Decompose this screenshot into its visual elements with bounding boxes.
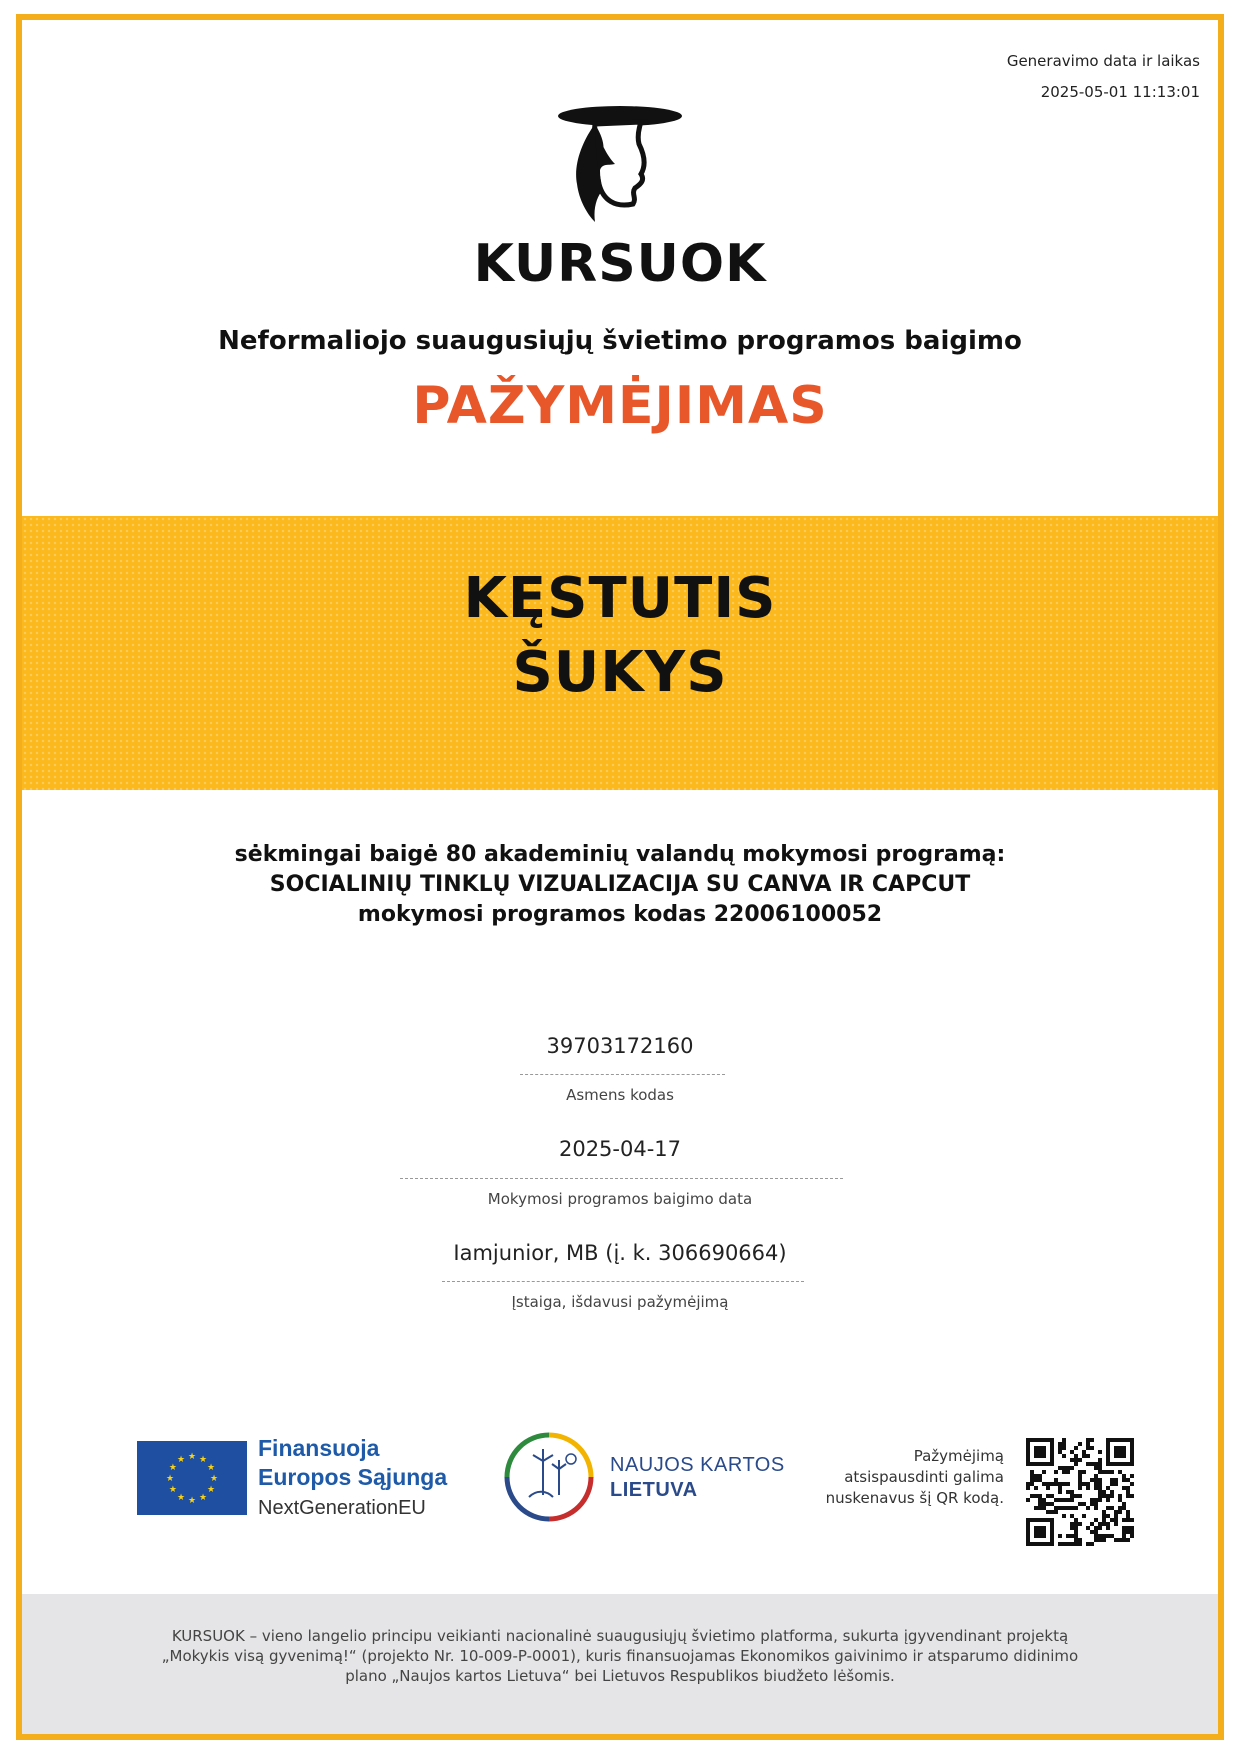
naujos-kartos-lietuva-icon [503, 1431, 595, 1523]
footer-line-2: „Mokykis visą gyvenimą!“ (projekto Nr. 10-009-P-0001), kuris finansuojamas Ekonomikos gaivinimo ir atsparumo didinimo [161, 1647, 1079, 1665]
eu-funding-label [258, 1434, 447, 1524]
eu-star-icon: ★ [187, 1452, 197, 1462]
recipient-first-name: KĘSTUTIS [463, 566, 777, 631]
institution-value: Iamjunior, MB (į. k. 306690664) [453, 1241, 787, 1265]
personal-code-divider [520, 1074, 725, 1075]
eu-line-1: Finansuoja [258, 1435, 380, 1461]
completion-date-caption: Mokymosi programos baigimo data [487, 1190, 753, 1208]
certificate-subtitle: Neformaliojo suaugusiųjų švietimo programos baigimo [218, 326, 1022, 356]
eu-star-icon: ★ [187, 1496, 197, 1506]
program-code: mokymosi programos kodas 22006100052 [357, 902, 883, 927]
brand-name: KURSUOK [473, 234, 767, 294]
qr-line-3: nuskenavus šį QR kodą. [825, 1489, 1004, 1507]
personal-code-caption: Asmens kodas [566, 1086, 674, 1104]
personal-code-value: 39703172160 [546, 1034, 694, 1058]
completion-date-value: 2025-04-17 [558, 1137, 682, 1161]
generation-label: Generavimo data ir laikas [1006, 52, 1200, 70]
qr-line-2: atsispausdinti galima [844, 1468, 1004, 1486]
recipient-last-name: ŠUKYS [512, 640, 728, 705]
generation-datetime: 2025-05-01 11:13:01 [1040, 83, 1200, 101]
footer-line-3: plano „Naujos kartos Lietuva“ bei Lietuvos Respublikos biudžeto lėšomis. [345, 1667, 895, 1685]
eu-star-icon: ★ [165, 1474, 175, 1484]
qr-code-icon[interactable] [1026, 1438, 1134, 1546]
completion-statement: sėkmingai baigė 80 akademinių valandų mokymosi programą: [234, 842, 1006, 867]
eu-flag-icon [137, 1441, 247, 1515]
nkl-line-2: LIETUVA [610, 1479, 698, 1501]
program-name: SOCIALINIŲ TINKLŲ VIZUALIZACIJA SU CANVA IR CAPCUT [269, 872, 971, 897]
eu-star-icon: ★ [168, 1463, 177, 1473]
completion-date-divider [400, 1178, 843, 1179]
eu-star-icon: ★ [198, 1454, 208, 1465]
kursuok-chef-icon [555, 104, 685, 224]
footer-text [132, 1626, 1108, 1686]
generation-info [1007, 46, 1200, 108]
institution-divider [442, 1281, 804, 1282]
eu-star-icon: ★ [207, 1485, 216, 1495]
institution-caption: Įstaiga, išdavusi pažymėjimą [511, 1293, 729, 1311]
eu-star-icon: ★ [176, 1454, 186, 1465]
qr-instructions [826, 1446, 1004, 1509]
eu-star-icon: ★ [209, 1474, 219, 1484]
footer [22, 1594, 1218, 1734]
eu-line-2: Europos Sąjunga [258, 1464, 448, 1490]
nkl-line-1: NAUJOS KARTOS [610, 1454, 785, 1476]
qr-line-1: Pažymėjimą [913, 1447, 1004, 1465]
footer-line-1: KURSUOK – vieno langelio principu veikianti nacionalinė suaugusiųjų švietimo platforma, sukurta įgyvendinant projektą [171, 1627, 1069, 1645]
eu-star-icon: ★ [207, 1463, 216, 1473]
eu-star-icon: ★ [198, 1493, 208, 1504]
eu-line-3: NextGenerationEU [258, 1497, 426, 1519]
nkl-label [610, 1453, 785, 1503]
certificate-title: PAŽYMĖJIMAS [412, 376, 828, 436]
eu-star-icon: ★ [168, 1485, 177, 1495]
eu-star-icon: ★ [176, 1493, 186, 1504]
